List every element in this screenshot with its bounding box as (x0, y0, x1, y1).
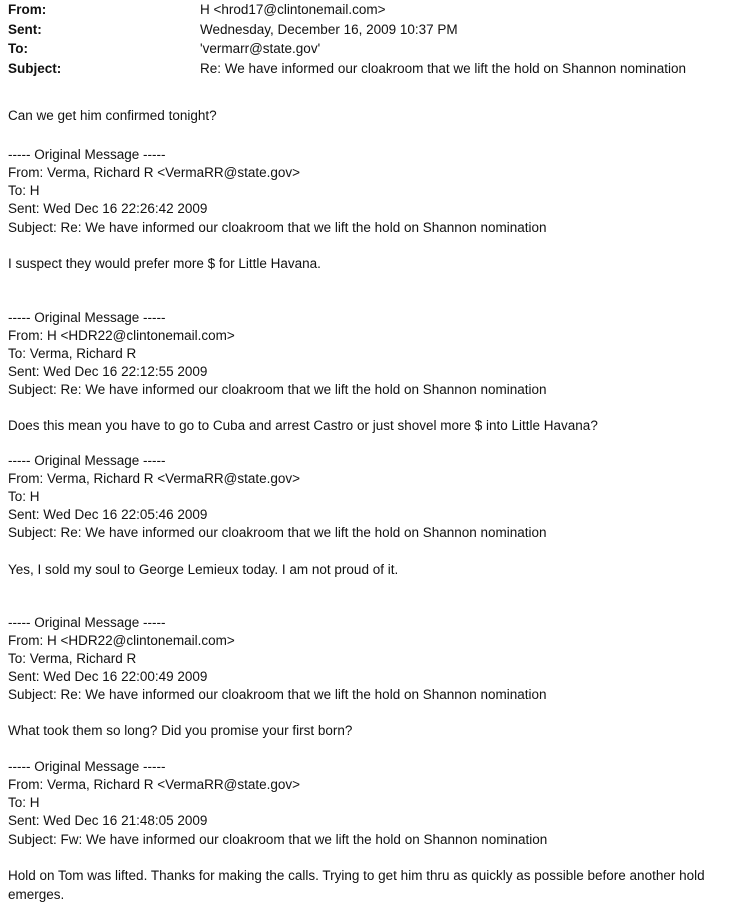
original-message-separator: ----- Original Message ----- (8, 615, 166, 630)
subject-value: Re: We have informed our cloakroom that we lift the hold on Shannon nomination (200, 60, 687, 76)
from-label: From: (8, 2, 47, 17)
original-message-separator: ----- Original Message ----- (8, 310, 166, 325)
original-message-separator: ----- Original Message ----- (8, 147, 166, 162)
message-from: From: Verma, Richard R <VermaRR@state.gov> (8, 777, 301, 792)
message-from: From: H <HDR22@clintonemail.com> (8, 633, 235, 648)
message-from: From: Verma, Richard R <VermaRR@state.gov> (8, 471, 301, 486)
message-sent: Sent: Wed Dec 16 21:48:05 2009 (8, 813, 208, 828)
header-subject-row (8, 59, 728, 79)
to-label: To: (8, 41, 28, 56)
message-body: Yes, I sold my soul to George Lemieux today. I am not proud of it. (8, 562, 399, 577)
message-body: Hold on Tom was lifted. Thanks for making the calls. Trying to get him thru as quickly as possible before another hold emerges. (8, 868, 705, 902)
message-to: To: H (8, 183, 40, 198)
header-to-row (8, 39, 728, 59)
message-to: To: Verma, Richard R (8, 346, 137, 361)
message-body: What took them so long? Did you promise your first born? (8, 723, 353, 738)
sent-value: Wednesday, December 16, 2009 10:37 PM (200, 21, 458, 37)
message-subject: Subject: Re: We have informed our cloakroom that we lift the hold on Shannon nomination (8, 382, 547, 397)
email-header (8, 0, 728, 78)
message-body: Does this mean you have to go to Cuba and arrest Castro or just shovel more $ into Little Havana? (8, 418, 598, 433)
message-subject: Subject: Re: We have informed our cloakroom that we lift the hold on Shannon nomination (8, 525, 547, 540)
original-message-separator: ----- Original Message ----- (8, 759, 166, 774)
message-subject: Subject: Fw: We have informed our cloakroom that we lift the hold on Shannon nomination (8, 832, 548, 847)
message-to: To: H (8, 489, 40, 504)
message-to: To: Verma, Richard R (8, 651, 137, 666)
header-from-row (8, 0, 728, 20)
message-subject: Subject: Re: We have informed our cloakroom that we lift the hold on Shannon nomination (8, 687, 547, 702)
subject-label: Subject: (8, 60, 62, 76)
message-body: I suspect they would prefer more $ for Little Havana. (8, 256, 321, 271)
to-value: 'vermarr@state.gov' (200, 41, 321, 56)
header-sent-row (8, 20, 728, 40)
from-value: H <hrod17@clintonemail.com> (200, 2, 386, 17)
original-message-separator: ----- Original Message ----- (8, 453, 166, 468)
sent-label: Sent: (8, 21, 42, 37)
message-from: From: H <HDR22@clintonemail.com> (8, 328, 235, 343)
message-sent: Sent: Wed Dec 16 22:26:42 2009 (8, 201, 208, 216)
message-sent: Sent: Wed Dec 16 22:05:46 2009 (8, 507, 208, 522)
reply-body: Can we get him confirmed tonight? (8, 108, 217, 123)
message-from: From: Verma, Richard R <VermaRR@state.gov> (8, 165, 301, 180)
message-subject: Subject: Re: We have informed our cloakroom that we lift the hold on Shannon nomination (8, 220, 547, 235)
message-sent: Sent: Wed Dec 16 22:00:49 2009 (8, 669, 208, 684)
message-to: To: H (8, 795, 40, 810)
message-sent: Sent: Wed Dec 16 22:12:55 2009 (8, 364, 208, 379)
